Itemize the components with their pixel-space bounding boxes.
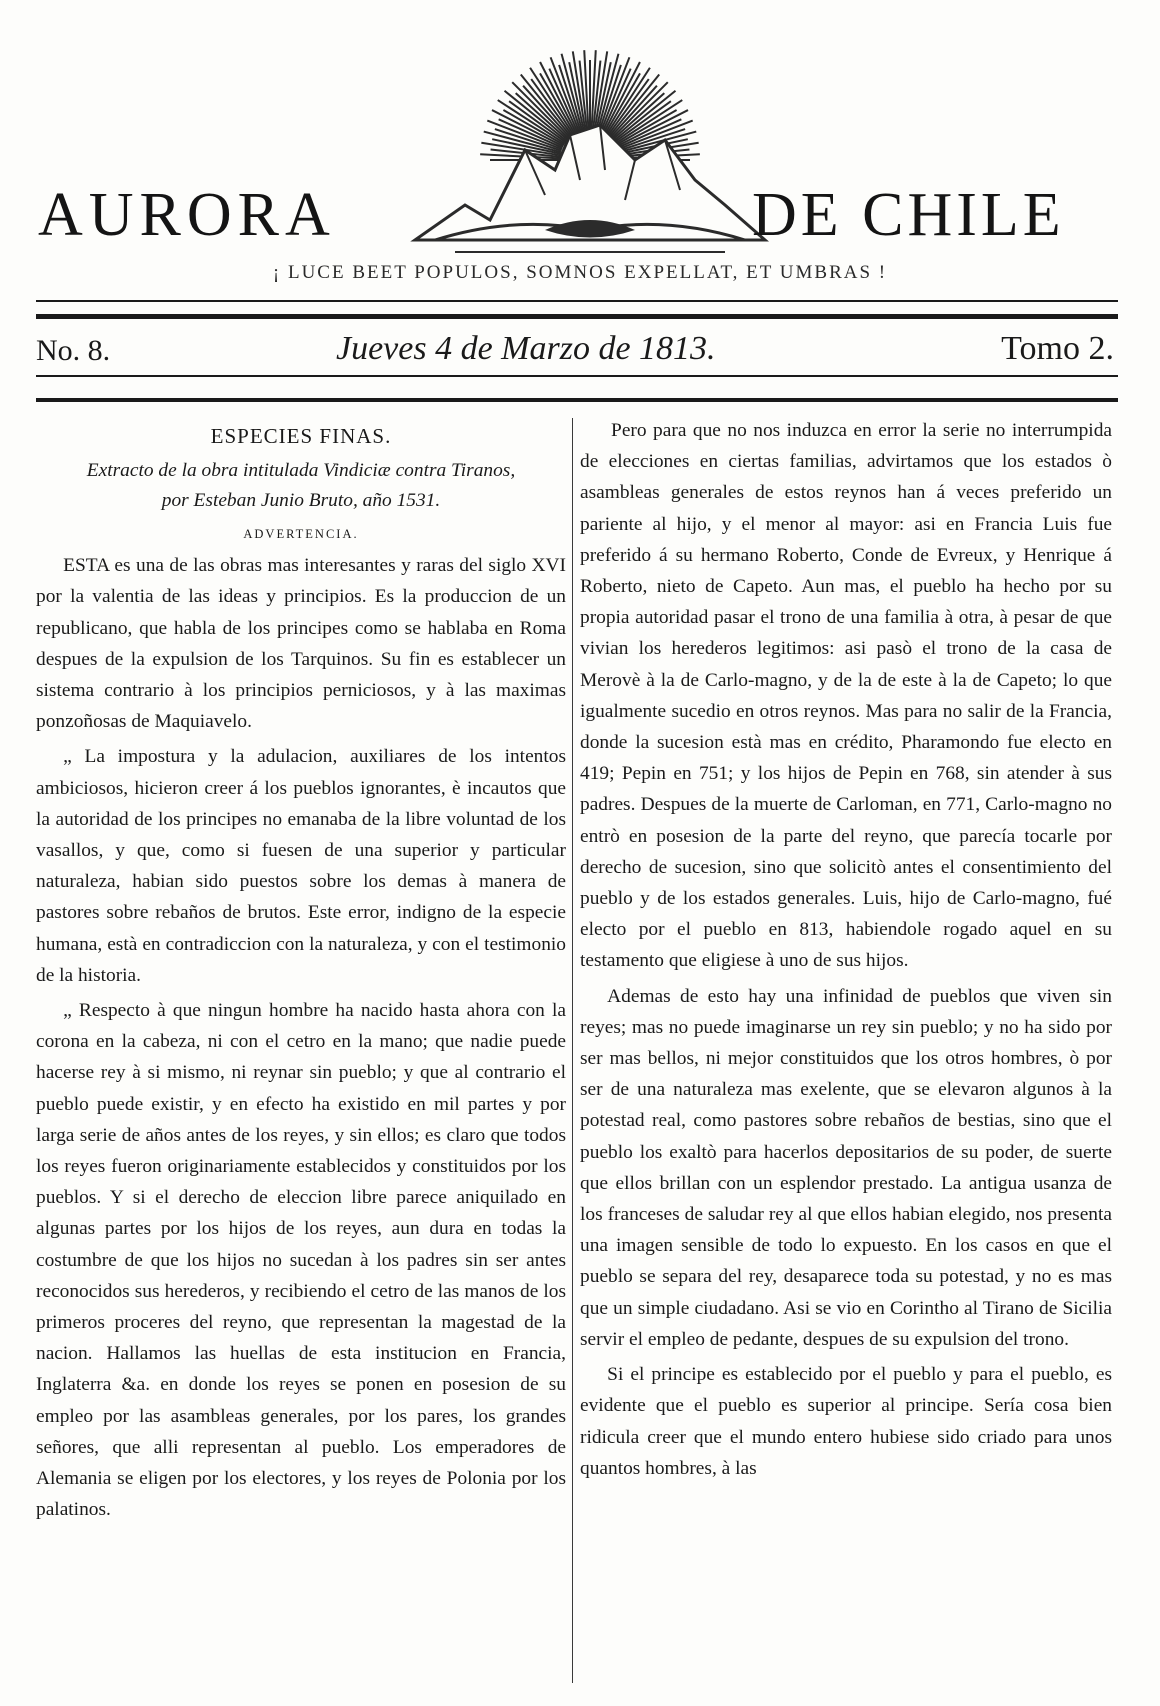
masthead-motto: ¡ LUCE BEET POPULOS, SOMNOS EXPELLAT, ET UMBRAS ! [272, 262, 888, 283]
masthead-title-left: AURORA [38, 181, 336, 249]
issue-date: Jueves 4 de Marzo de 1813. [336, 330, 716, 367]
right-paragraph: Pero para que no nos induzca en error la serie no interrumpida de elecciones en ciertas familias, advirtamos que los estados ò asambleas generales de estos reynos han á veces preferido un pariente al hijo, y el menor al mayor: asi en Francia Luis fue preferido á su hermano Roberto, Conde de Evreux, y Henrique á Roberto, nieto de Capeto. Aun mas, el pueblo ha hecho por su propia autoridad pasar el trono de una familia à otra, à pesar de que vivian los herederos legitimos: asi pasò el trono de la casa de Merovè à la de Carlo-magno, y de la de este à la de Capeto; lo que igualmente sucedio en otros reynos. Mas para no salir de la Francia, donde la sucesion està mas en crédito, Pharamondo fue electo en 419; Pepin en 751; y los hijos de Pepin en 768, sin atender à sus padres. Despues de la muerte de Carloman, en 771, Carlo-magno no entrò en posesion de la parte del reyno, que parecía tocarle por derecho de sucesion, sino que solicitò antes el consentimiento del pueblo y de los estados generales. Luis, hijo de Carlo-magno, fué electo por el pueblo en 813, habiendole rogado aquel en su testamento que eligiese à uno de sus hijos. [580, 420, 1112, 972]
left-paragraph: „ La impostura y la adulacion, auxiliares de los intentos ambiciosos, hicieron creer á los pueblos ignorantes, è incautos que la autoridad de los principes no emanaba de la libre voluntad de los vasallos, y que, como si fuesen de una superior y particular naturaleza, habian sido puestos sobre los demas à manera de pastores sobre rebaños de brutos. Este error, indigno de la especie humana, està en contradiccion con la naturaleza, y con el testimonio de la historia. [36, 746, 566, 986]
advertencia-heading: ADVERTENCIA. [243, 527, 359, 542]
header-rule-thick [36, 314, 1118, 319]
right-column [580, 415, 1112, 1488]
issue-volume: Tomo 2. [1001, 330, 1114, 367]
header-rule-top [36, 300, 1118, 302]
left-paragraph: „ Respecto à que ningun hombre ha nacido hasta ahora con la corona en la cabeza, ni con el cetro en la mano; que nadie puede hacerse rey à si mismo, ni reynar sin pueblo; y que al contrario el pueblo puede existir, y en efecto ha existido en mil partes y por larga serie de años antes de los reyes, y sin ellos; es claro que todos los reyes fueron originariamente establecidos y constituidos por los pueblos. Y si el derecho de eleccion libre parece aniquilado en algunas partes por los hijos de los reyes, aun dura en todas la costumbre de que los hijos no sucedan à los padres sin ser antes reconocidos sus herederos, y recibiendo el cetro de las manos de los primeros proceres del reyno, que representan la magestad de la nacion. Hallamos las huellas de esta institucion en Francia, Inglaterra &a. en donde los reyes se ponen en posesion de su empleo por las asambleas generales, por los pares, los grandes señores, que alli representan al pueblo. Los emperadores de Alemania se eligen por los electores, y los reyes de Polonia por los palatinos. [36, 1000, 566, 1521]
masthead-title-right: DE CHILE [752, 181, 1065, 249]
issue-number: No. 8. [36, 334, 111, 367]
issue-info-row [36, 330, 1118, 372]
header-rule-lower [36, 375, 1118, 377]
rising-sun-over-mountains-icon [395, 30, 785, 270]
right-paragraph: Si el principe es establecido por el pueblo y para el pueblo, es evidente que el pueblo es superior al principe. Sería cosa bien ridicula creer que el mundo entero hubiese sido criado para unos quantos hombres, à las [580, 1364, 1112, 1479]
left-paragraph: ESTA es una de las obras mas interesantes y raras del siglo XVI por la valentia de las ideas y principios. Es la produccion de un republicano, que habla de los principes como se hablaba en Roma despues de la expulsion de los Tarquinos. Su fin es establecer un sistema contrario à los principios perniciosos, y à las maximas ponzoñosas de Maquiavelo. [36, 555, 566, 733]
masthead [0, 0, 1160, 300]
left-column [36, 415, 566, 1530]
right-paragraph: Ademas de esto hay una infinidad de pueblos que viven sin reyes; mas no puede imaginarse un rey sin pueblo; y no ha sido por ser mas bellos, ni mejor constituidos que los otros hombres, ò por ser de una naturaleza mas exelente, que se elevaron algunos à la potestad real, como pastores sobre rebaños de bestias, sino que el pueblo los exaltò para hacerlos depositarios de su poder, de suerte que ellos brillan con un esplendor prestado. La antigua usanza de los franceses de saludar rey al que ellos habian elegido, nos presenta una imagen sensible de todo lo expuesto. En los casos en que el pueblo se separa del rey, desaparece toda su potestad, y no es mas que un simple ciudadano. Asi se vio en Corintho al Tirano de Sicilia servir el empleo de pedante, despues de su expulsion del trono. [580, 985, 1112, 1350]
article-title: ESPECIES FINAS. [210, 424, 392, 448]
article-subtitle-line-2: por Esteban Junio Bruto, año 1531. [161, 490, 441, 512]
header-rule-bottom [36, 398, 1118, 402]
article-subtitle-line-1: Extracto de la obra intitulada Vindiciæ contra Tiranos, [86, 460, 516, 482]
column-divider [572, 418, 573, 1683]
